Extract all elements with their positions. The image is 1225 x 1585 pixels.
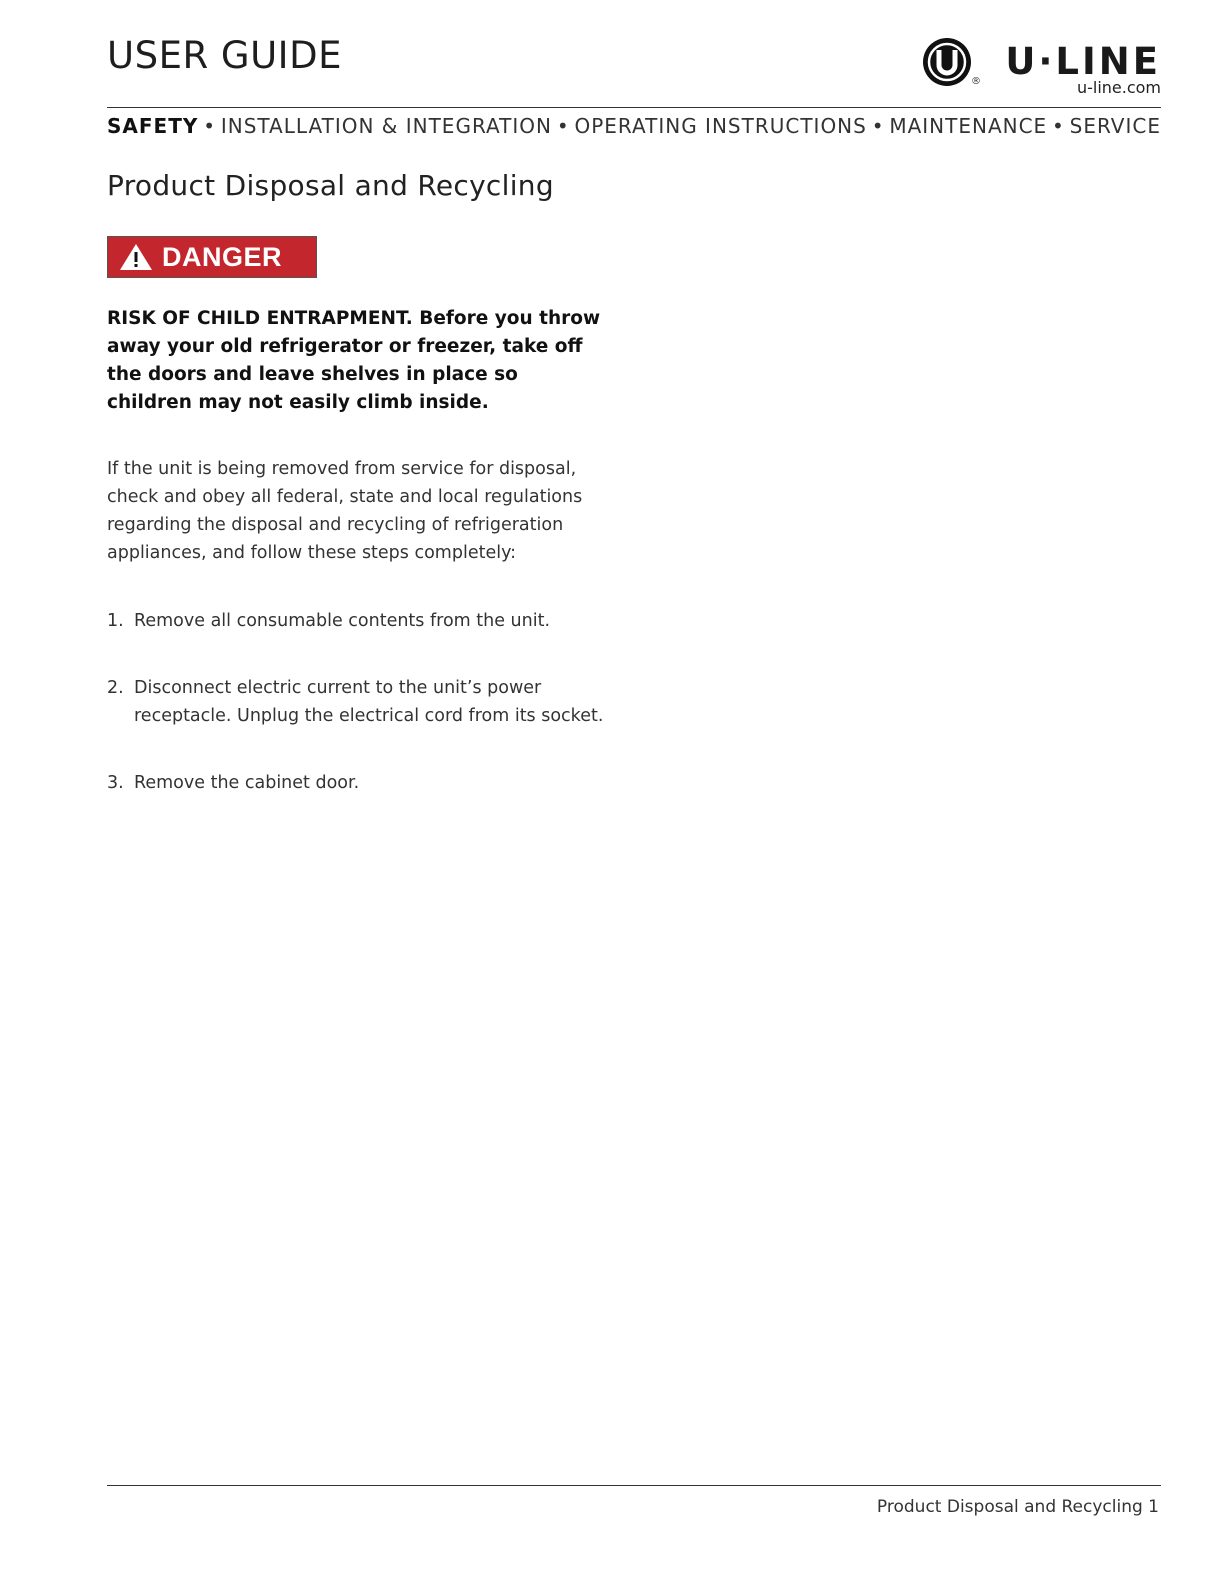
warning-triangle-icon (118, 242, 154, 272)
danger-label: DANGER (162, 241, 283, 272)
step-text: Disconnect electric current to the unit’s power receptacle. Unplug the electrical cord from its socket. (134, 678, 604, 726)
footer-divider (107, 1485, 1161, 1486)
intro-paragraph: If the unit is being removed from service for disposal, check and obey all federal, state and local regulations regarding the disposal and recycling of refrigeration appliances, and follow these steps completely: (107, 459, 583, 563)
u-line-logo-icon (921, 36, 973, 88)
nav-item-maintenance: MAINTENANCE (889, 114, 1048, 138)
nav-item-service: SERVICE (1069, 114, 1161, 138)
header-divider (107, 107, 1161, 108)
page-header-title: USER GUIDE (107, 34, 342, 77)
nav-separator: • (203, 114, 216, 138)
step-number: 1. (107, 611, 124, 631)
list-item (107, 674, 617, 730)
section-nav (107, 114, 1161, 138)
nav-separator: • (871, 114, 885, 138)
danger-badge (107, 236, 317, 278)
section-title: Product Disposal and Recycling (107, 169, 554, 202)
disposal-steps-list (107, 607, 617, 797)
brand-url: u-line.com (1076, 78, 1161, 97)
nav-separator: • (556, 114, 570, 138)
list-item (107, 607, 617, 635)
list-item (107, 769, 617, 797)
brand-logo (921, 34, 1161, 100)
page-footer: Product Disposal and Recycling 1 (876, 1497, 1159, 1517)
step-number: 3. (107, 773, 124, 793)
nav-item-safety: SAFETY (107, 114, 199, 138)
nav-separator: • (1052, 114, 1065, 138)
nav-item-operating: OPERATING INSTRUCTIONS (574, 114, 867, 138)
step-text: Remove the cabinet door. (134, 773, 360, 793)
brand-wordmark: U·LINE (1005, 40, 1161, 83)
step-text: Remove all consumable contents from the unit. (134, 611, 551, 631)
danger-message: RISK OF CHILD ENTRAPMENT. Before you throw away your old refrigerator or freezer, take off the doors and leave shelves in place so children may not easily climb inside. (107, 308, 601, 413)
registered-mark: ® (971, 76, 981, 87)
nav-item-installation: INSTALLATION & INTEGRATION (220, 114, 552, 138)
step-number: 2. (107, 678, 124, 698)
